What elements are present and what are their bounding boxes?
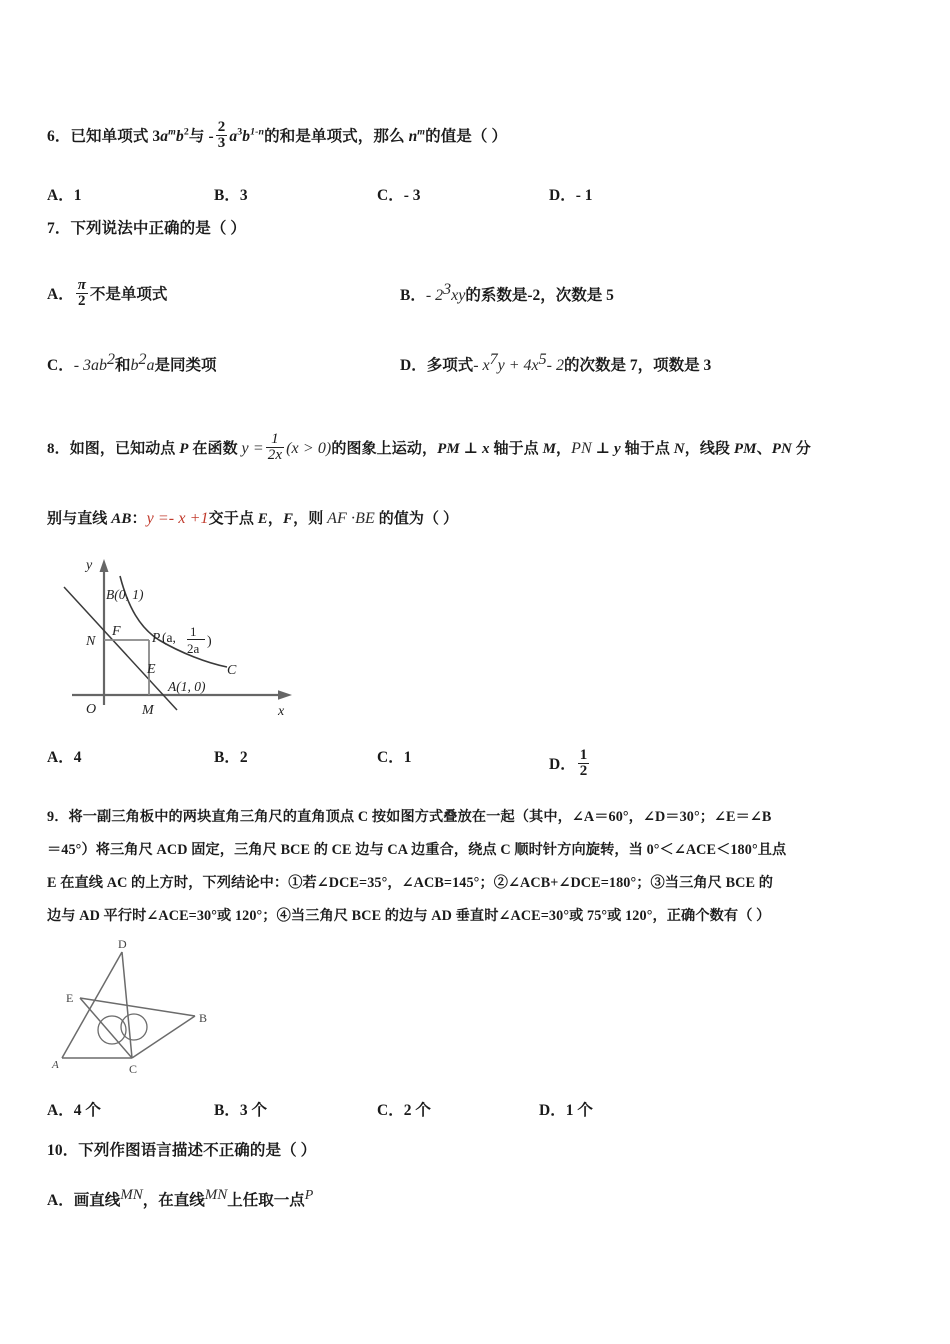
- origin-label: O: [86, 702, 97, 717]
- segment-ad: [62, 952, 122, 1058]
- angle-arc-2: [121, 1014, 147, 1040]
- q10-point-p: P: [304, 1188, 314, 1203]
- q9-figure-container: [42, 930, 272, 1090]
- label-b: B(0, 1): [106, 587, 144, 602]
- q7-option-c-expr2-sup: 2: [138, 351, 147, 368]
- q8-l2tail: 的值为（ ）: [374, 511, 459, 527]
- q7-option-d[interactable]: [400, 352, 711, 374]
- q6-option-b[interactable]: [214, 188, 248, 204]
- label-n: N: [86, 634, 96, 649]
- q7-option-c-mid: 和: [115, 357, 131, 375]
- question-9-line3: E 在直线 AC 的上方时，下列结论中：①若∠DCE=35°，∠ACB=145°；②∠ACB+∠DCE=180°；③当三角尺 BCE 的: [47, 875, 774, 891]
- q8-point-m: M: [542, 441, 557, 457]
- q6-option-b-tag: B．: [214, 187, 240, 204]
- hyperbola-coordinate-figure: [42, 545, 312, 745]
- q9-option-b-text: 3 个: [239, 1102, 267, 1119]
- q6-b-sup: 2: [183, 126, 189, 138]
- q7-option-c-expr2: b: [130, 357, 139, 375]
- q6-option-d[interactable]: [549, 188, 593, 204]
- q8-l1g: 、: [756, 441, 772, 457]
- q8-l1a: 8．如图，已知动点: [47, 441, 180, 457]
- q7-option-b[interactable]: [400, 282, 614, 304]
- vertex-label-a: A: [52, 1059, 59, 1071]
- q8-func-y: y =: [241, 440, 264, 457]
- q7-option-d-text: 的次数是 7，项数是 3: [563, 357, 712, 375]
- q7-option-b-text: 的系数是-2，次数是 5: [465, 287, 614, 305]
- q6-a2-sup: 3: [237, 126, 243, 138]
- q6-prefix: 6．已知单项式 3: [47, 127, 161, 145]
- q7-option-c-expr1-sup: 2: [107, 351, 116, 368]
- label-p-frac-den: 2a: [187, 641, 200, 656]
- question-10-stem: 10．下列作图语言描述不正确的是（ ）: [47, 1142, 317, 1159]
- question-7-stem: 7．下列说法中正确的是（ ）: [47, 220, 247, 237]
- label-m: M: [142, 703, 154, 718]
- q8-option-c-tag: C．: [377, 749, 404, 766]
- label-p-paren-close: ): [207, 634, 212, 649]
- label-p-frac-num: 1: [190, 624, 197, 639]
- q9-option-c[interactable]: [377, 1103, 431, 1119]
- q9-option-a-tag: A．: [47, 1102, 74, 1119]
- q8-l1h: 分: [791, 441, 811, 457]
- q8-option-a[interactable]: [47, 750, 81, 766]
- q7-option-b-expr: - 2: [425, 287, 444, 305]
- q7-option-d-expr2: y + 4x: [497, 357, 539, 375]
- q8-l2c: 交于点: [208, 511, 258, 527]
- q6-option-a[interactable]: [47, 188, 81, 204]
- q8-line-equation: y =- x +1: [146, 510, 209, 527]
- q8-seg-pm2: PM: [733, 441, 757, 457]
- q7-a-frac-numerator: π: [77, 277, 86, 293]
- q10-option-a-t2: ，在直线: [142, 1192, 205, 1210]
- q6-option-d-text: - 1: [575, 187, 593, 204]
- q7-option-d-expr2-sup: 5: [538, 351, 547, 368]
- question-9-line1: 9．将一副三角板中的两块直角三角尺的直角顶点 C 按如图方式叠放在一起（其中，∠A＝60°，∠D＝30°；∠E＝∠B: [47, 809, 772, 825]
- q7-option-c-expr2-tail: a: [146, 357, 155, 375]
- q8-figure-container: [42, 545, 312, 745]
- q8-option-c[interactable]: [377, 750, 411, 766]
- q8-perp2: ⊥ y: [591, 441, 621, 457]
- q7-option-a-tag: A．: [47, 285, 74, 303]
- q7-option-c-expr1: - 3ab: [73, 357, 108, 375]
- q6-option-c-text: - 3: [403, 187, 421, 204]
- q6-a-sup: m: [168, 126, 176, 138]
- q6-mid: 与 -: [188, 127, 214, 145]
- y-axis-label: y: [86, 558, 93, 573]
- vertex-label-c: C: [129, 1062, 138, 1076]
- q8-func-denominator: 2x: [267, 447, 283, 464]
- q8-seg-pm: PM: [437, 441, 460, 457]
- label-a: A(1, 0): [168, 679, 206, 694]
- label-p: P: [152, 630, 161, 645]
- q10-option-a[interactable]: [47, 1188, 313, 1209]
- vertex-label-d: D: [118, 937, 127, 951]
- q9-option-d[interactable]: [539, 1103, 593, 1119]
- q8-point-n: N: [673, 441, 685, 457]
- q8-option-d[interactable]: [549, 748, 591, 780]
- segment-ec: [80, 998, 132, 1058]
- q9-option-a-text: 4 个: [73, 1102, 101, 1119]
- q6-option-c-tag: C．: [377, 187, 404, 204]
- q8-expression: AF ·BE: [327, 510, 375, 527]
- q10-option-a-tag: A．: [47, 1192, 74, 1210]
- q6-a: a: [160, 127, 169, 145]
- q10-line-mn-2: MN: [204, 1187, 228, 1203]
- q8-option-d-tag: D．: [549, 755, 576, 773]
- q8-l2d: ，: [267, 511, 283, 527]
- question-9-line4: 边与 AD 平行时∠ACE=30°或 120°；④当三角尺 BCE 的边与 AD 垂直时∠ACE=30°或 75°或 120°，正确个数有（ ）: [47, 908, 771, 924]
- q8-l1comma: ，: [556, 441, 572, 457]
- q6-frac-numerator: 2: [217, 119, 226, 135]
- q9-option-a[interactable]: [47, 1103, 101, 1119]
- q8-perp1: ⊥ x: [459, 441, 490, 457]
- q8-option-d-frac-numerator: 1: [579, 747, 588, 763]
- q8-option-b[interactable]: [214, 750, 248, 766]
- q8-l1e: 轴于点: [620, 441, 674, 457]
- q8-point-p: P: [179, 441, 189, 457]
- question-8-stem-line2: [47, 511, 458, 527]
- q9-option-c-text: 2 个: [403, 1102, 431, 1119]
- q10-option-a-t3: 上任取一点: [227, 1192, 305, 1210]
- q7-option-d-expr1-sup: 7: [489, 351, 498, 368]
- q6-fraction: [216, 120, 228, 152]
- line-ab: [64, 587, 177, 710]
- q9-option-d-text: 1 个: [565, 1102, 593, 1119]
- q7-option-c[interactable]: [47, 352, 217, 374]
- q10-option-a-t1: 画直线: [73, 1192, 121, 1210]
- q8-l1f: ，线段: [684, 441, 734, 457]
- q6-a2: a: [229, 127, 238, 145]
- q7-option-b-vars: xy: [451, 287, 466, 305]
- q9-option-b-tag: B．: [214, 1102, 240, 1119]
- q8-func-condition: (x > 0): [286, 440, 332, 457]
- q7-option-c-tag: C．: [47, 357, 74, 375]
- q8-option-c-text: 1: [403, 749, 412, 766]
- q9-option-d-tag: D．: [539, 1102, 566, 1119]
- q6-b2-sup: 1-n: [250, 126, 265, 138]
- q8-l2a: 别与直线: [47, 511, 112, 527]
- question-8-stem-line1: [47, 432, 811, 464]
- q8-func-fraction: [266, 432, 284, 464]
- q8-seg-pn2: PN: [771, 441, 792, 457]
- q8-l1d: 轴于点: [489, 441, 543, 457]
- q8-func-numerator: 1: [271, 431, 279, 447]
- q7-option-b-tag: B．: [400, 287, 426, 305]
- q6-n-sup: m: [417, 126, 426, 138]
- q8-line-ab: AB: [111, 511, 132, 527]
- label-e: E: [147, 662, 156, 677]
- q10-line-mn-1: MN: [120, 1187, 143, 1203]
- q9-option-c-tag: C．: [377, 1102, 404, 1119]
- q7-option-d-expr1: - x: [473, 357, 490, 375]
- segment-eb: [80, 998, 195, 1016]
- q8-l1b: 在函数: [188, 441, 242, 457]
- question-6-stem: [47, 120, 507, 152]
- q7-option-a[interactable]: [47, 278, 167, 310]
- q7-a-frac-denominator: 2: [76, 293, 88, 309]
- q7-option-c-text: 是同类项: [154, 357, 217, 375]
- q8-option-b-text: 2: [239, 749, 248, 766]
- q8-l2e: ，则: [293, 511, 328, 527]
- q8-seg-pn: PN: [571, 440, 592, 457]
- q8-option-d-frac-denominator: 2: [579, 763, 588, 780]
- q7-option-d-label: 多项式: [426, 357, 474, 375]
- vertex-label-b: B: [199, 1011, 208, 1025]
- label-c: C: [227, 663, 237, 678]
- q6-option-b-text: 3: [239, 187, 248, 204]
- y-axis-arrow: [100, 559, 109, 572]
- q6-tail: 的和是单项式，那么: [264, 127, 409, 145]
- q6-option-c[interactable]: [377, 188, 421, 204]
- label-f: F: [112, 624, 121, 639]
- q8-option-a-tag: A．: [47, 749, 74, 766]
- q7-option-a-fraction: [76, 278, 88, 310]
- q7-option-d-tag: D．: [400, 357, 427, 375]
- q8-option-d-fraction: [578, 748, 590, 780]
- label-p-paren-open: (a,: [162, 630, 176, 645]
- q6-option-d-tag: D．: [549, 187, 576, 204]
- q8-l1c: 的图象上运动，: [331, 441, 438, 457]
- vertex-label-e: E: [66, 991, 74, 1005]
- q6-b2: b: [242, 127, 251, 145]
- q6-b: b: [175, 127, 184, 145]
- q6-option-a-tag: A．: [47, 187, 74, 204]
- x-axis-arrow: [278, 690, 292, 700]
- q7-option-b-sup: 3: [443, 281, 452, 298]
- q9-option-b[interactable]: [214, 1103, 267, 1119]
- q8-point-e: E: [257, 511, 268, 527]
- q7-option-d-expr3: - 2: [546, 357, 564, 375]
- q6-n: n: [408, 127, 418, 145]
- q7-option-a-text: 不是单项式: [89, 285, 168, 303]
- x-axis-label: x: [278, 704, 285, 719]
- q6-option-a-text: 1: [73, 187, 82, 204]
- question-9-line2: ＝45°）将三角尺 ACD 固定，三角尺 BCE 的 CE 边与 CA 边重合，绕点 C 顺时针方向旋转，当 0°＜∠ACE＜180°且点: [47, 842, 787, 858]
- q6-end: 的值是（ ）: [425, 127, 508, 145]
- q8-point-f: F: [283, 511, 294, 527]
- overlapping-triangles-figure: [42, 930, 272, 1090]
- q6-frac-denominator: 3: [217, 135, 226, 152]
- q8-option-b-tag: B．: [214, 749, 240, 766]
- q8-option-a-text: 4: [73, 749, 82, 766]
- q8-l2b: ：: [131, 511, 147, 527]
